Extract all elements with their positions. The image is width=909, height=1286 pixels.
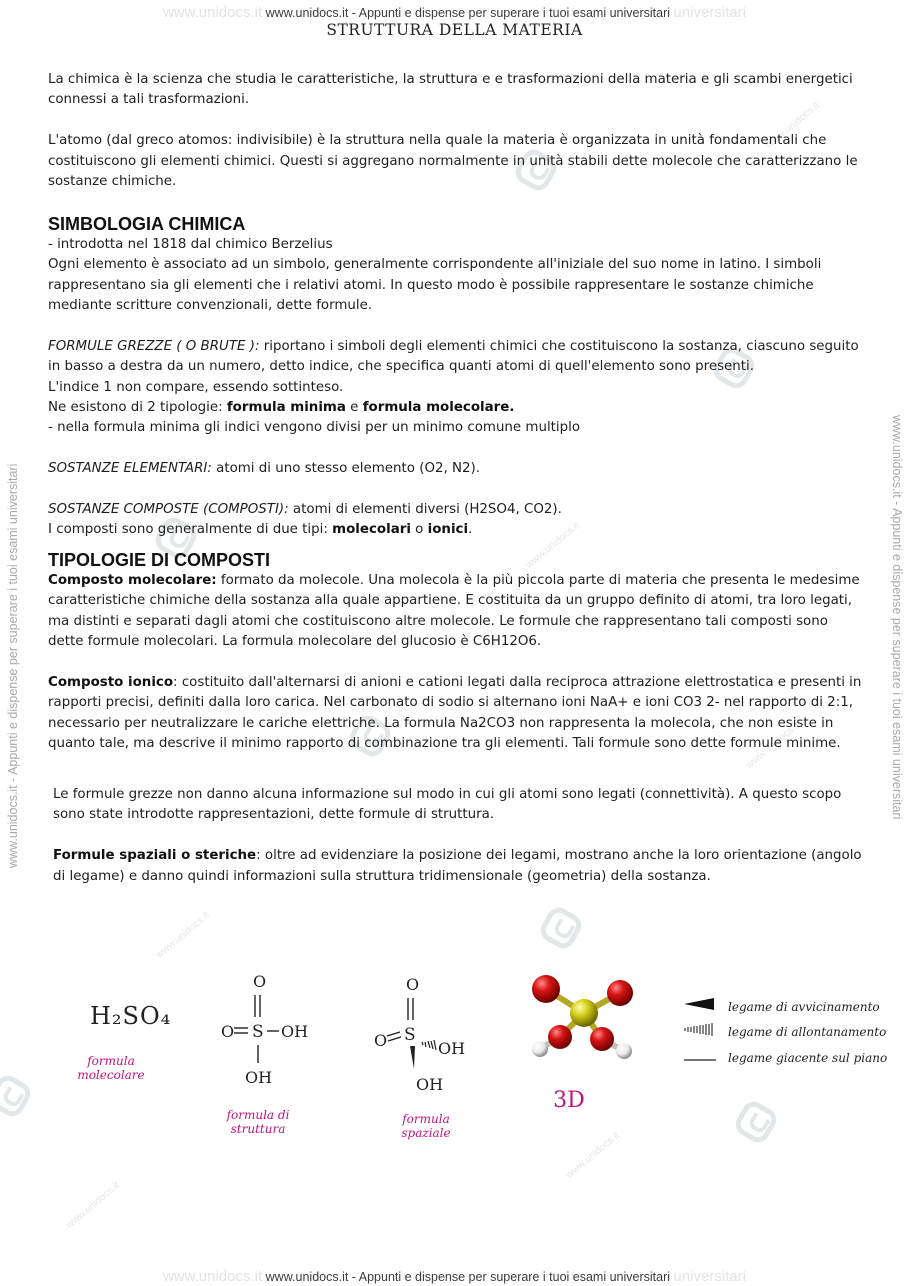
paragraph: Ogni elemento è associato ad un simbolo, generalmente corrispondente all'iniziale del suo nome in latino. I simboli rappresentano sia gli elementi che i relativi atomi. In questo modo è possibile rappresentare le sostanze chimiche mediante scritture convenzionali, dette formule. xyxy=(48,257,822,314)
paragraph: L'atomo (dal greco atomos: indivisibile) è la struttura nella quale la materia è organizzata in unità fondamentali che costituiscono gli elementi chimici. Questi si aggregano normalmente in unità stabili dette molecole che caratterizzano le sostanze chimiche. xyxy=(48,133,858,190)
atom-o-left: O xyxy=(221,1022,235,1041)
structural-formula-diagram xyxy=(215,965,315,1095)
watermark-logo-icon xyxy=(536,903,585,952)
sulfur-atom xyxy=(570,999,598,1027)
watermark-diag: www.unidocs.it xyxy=(764,100,822,151)
paragraph: La chimica è la scienza che studia le caratteristiche, la struttura e e trasformazioni della materia e gli scambi energetici connessi a tali trasformazioni. xyxy=(48,72,853,108)
spatial-formula-diagram xyxy=(370,968,475,1098)
legend-item: legame di allontanamento xyxy=(728,1025,887,1039)
paragraph: FORMULE GREZZE ( O BRUTE ): riportano i simboli degli elementi chimici che costituiscono la sostanza, ciascuno seguito in basso a destra da un numero, detto indice, che specifica quanti atomi di quell'elemento sono presenti. xyxy=(48,338,859,375)
group-oh-right: OH xyxy=(438,1039,466,1058)
paragraph: SOSTANZE ELEMENTARI: atomi di uno stesso elemento (O2, N2). xyxy=(48,461,481,477)
watermark-top: www.unidocs.it www.unidocs.it - Appunti e dispense per superare i tuoi esami universitari universitari xyxy=(162,4,747,21)
watermark-logo-icon xyxy=(0,1071,35,1120)
paragraph: Formule spaziali o steriche: oltre ad evidenziare la posizione dei legami, mostrano anche la loro orientazione (angolo di legame) e danno quindi informazioni sulla struttura tridimensionale (geometria) della sostanza. xyxy=(53,848,862,884)
hydrogen-atom xyxy=(616,1043,632,1059)
term-label: FORMULE GREZZE ( O BRUTE ): xyxy=(48,338,260,354)
watermark-diag: www.unidocs.it xyxy=(64,1180,122,1231)
atom-o-top: O xyxy=(406,975,420,994)
label-formula-struttura: formula di struttura xyxy=(226,1108,290,1136)
label-formula-molecolare: formula molecolare xyxy=(77,1054,145,1082)
watermark-logo-icon xyxy=(731,1097,780,1146)
paragraph: Le formule grezze non danno alcuna informazione sul modo in cui gli atomi sono legati (connettività). A questo scopo sono state introdotte rappresentazioni, dette formule di struttura. xyxy=(53,786,842,823)
watermark-diag: www.unidocs.it xyxy=(524,520,582,571)
paragraph: I composti sono generalmente di due tipi: molecolari o ionici. xyxy=(48,522,473,538)
molecular-formula: H₂SO₄ xyxy=(90,1002,172,1030)
bond-legend-symbols xyxy=(680,996,720,1068)
oxygen-atom xyxy=(607,980,633,1006)
paragraph: L'indice 1 non compare, essendo sottinteso. xyxy=(48,379,344,395)
oxygen-atom xyxy=(532,975,560,1003)
watermark-bottom: www.unidocs.it www.unidocs.it - Appunti e dispense per superare i tuoi esami universitari universitari xyxy=(162,1268,747,1285)
watermark-diag: www.unidocs.it xyxy=(744,720,802,771)
main-content xyxy=(48,70,863,887)
term-label: SOSTANZE COMPOSTE (COMPOSTI): xyxy=(48,502,289,518)
hydrogen-atom xyxy=(532,1041,548,1057)
term-label: SOSTANZE ELEMENTARI: xyxy=(48,461,212,477)
hash-symbol xyxy=(685,1023,712,1036)
watermark-diag: www.unidocs.it xyxy=(564,1130,622,1181)
hashed-bond xyxy=(422,1040,436,1050)
oxygen-atom xyxy=(548,1025,572,1049)
wedge-bond xyxy=(410,1046,415,1069)
watermark-left: www.unidocs.it - Appunti e dispense per superare i tuoi esami universitari xyxy=(6,463,20,868)
ball-and-stick-model xyxy=(516,965,646,1070)
atom-o-left: O xyxy=(374,1031,388,1050)
label-3d: 3D xyxy=(553,1088,585,1113)
wedge-symbol xyxy=(684,998,714,1010)
section-heading: SIMBOLOGIA CHIMICA xyxy=(48,213,246,234)
section-heading: TIPOLOGIE DI COMPOSTI xyxy=(48,549,271,570)
atom-o-top: O xyxy=(253,972,267,991)
label-formula-spaziale: formula spaziale xyxy=(401,1112,451,1140)
atom-s: S xyxy=(252,1022,264,1042)
paragraph: Composto ionico: costituito dall'alternarsi di anioni e cationi legati dalla reciproca attrazione elettrostatica e presenti in rapporti precisi, definiti dalla loro carica. Nel carbonato di sodio si alternano ioni NaA+ e ioni CO3 2- nel rapporto di 2:1, necessario per neutralizzare le cariche elettriche. La formula Na2CO3 non rappresenta la molecola, che non esiste in quanto tale, ma descrive il minimo rapporto di combinazione tra gli elementi. Tali formule sono dette formule minime. xyxy=(48,674,862,752)
page-title: STRUTTURA DELLA MATERIA xyxy=(326,21,583,39)
term-label: Formule spaziali o steriche xyxy=(53,848,257,864)
group-oh-bottom: OH xyxy=(416,1075,444,1094)
atom-s: S xyxy=(404,1025,416,1045)
paragraph: - introdotta nel 1818 dal chimico Berzelius xyxy=(48,236,333,252)
legend-item: legame giacente sul piano xyxy=(728,1051,888,1065)
group-oh-right: OH xyxy=(281,1022,309,1041)
term-label: Composto molecolare: xyxy=(48,572,217,588)
legend-item: legame di avvicinamento xyxy=(728,1000,880,1014)
watermark-right: www.unidocs.it - Appunti e dispense per superare i tuoi esami universitari xyxy=(890,415,904,820)
oxygen-atom xyxy=(590,1027,614,1051)
group-oh-bottom: OH xyxy=(245,1068,273,1087)
paragraph: - nella formula minima gli indici vengono divisi per un minimo comune multiplo xyxy=(48,420,581,436)
watermark-diag: www.unidocs.it xyxy=(154,910,212,961)
paragraph: Composto molecolare: formato da molecole. Una molecola è la più piccola parte di materia che presenta le medesime caratteristiche chimiche della sostanza alla quale appartiene. E costituita da un gruppo definito di atomi, tra loro legati, ma distinti e separati dagli atomi che costituiscono altre molecole. Le formule che rappresentano tali composti sono dette formule molecolari. La formula molecolare del glucosio è C6H12O6. xyxy=(48,572,860,650)
paragraph: SOSTANZE COMPOSTE (COMPOSTI): atomi di elementi diversi (H2SO4, CO2). xyxy=(48,502,562,518)
paragraph: Ne esistono di 2 tipologie: formula minima e formula molecolare. xyxy=(48,400,515,416)
term-label: Composto ionico xyxy=(48,674,174,690)
